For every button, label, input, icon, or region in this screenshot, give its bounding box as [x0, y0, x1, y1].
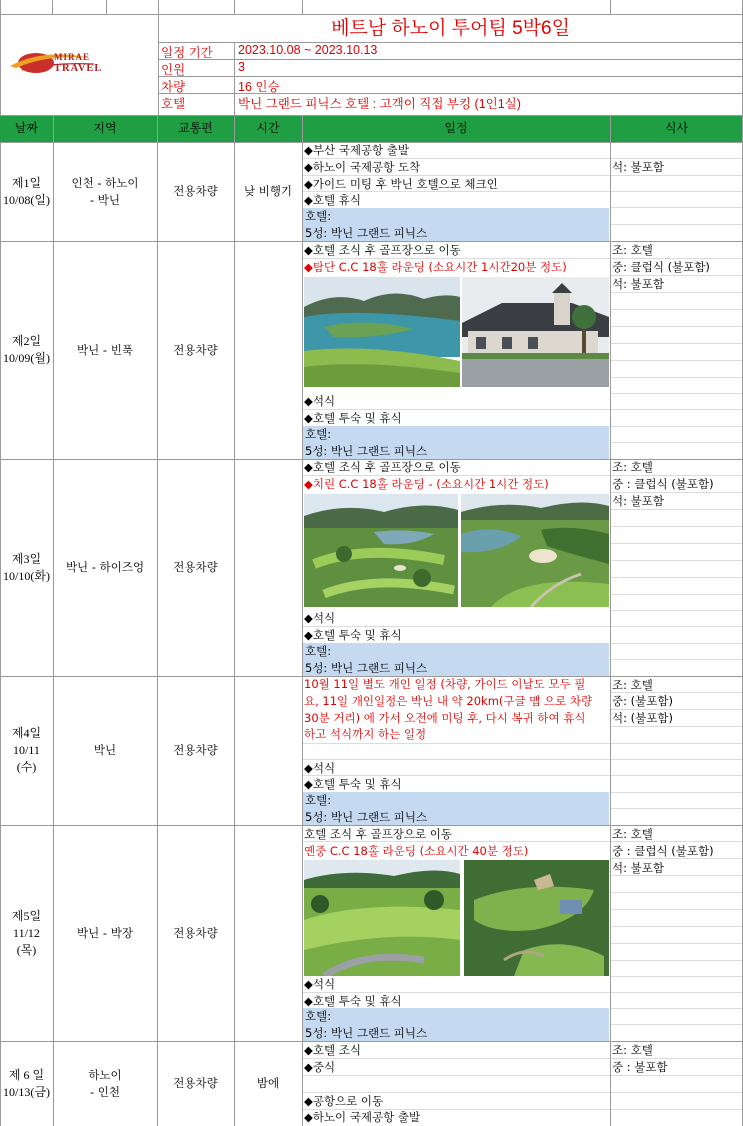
header-top-rule [0, 0, 743, 15]
day5-meal-3: 석: 불포함 [612, 861, 664, 875]
day1-date: 제1일 10/08(일) [3, 175, 50, 207]
logo-text-mirae: MIRAE [54, 52, 90, 62]
day5-line-4: ◆호텔 투숙 및 휴식 [304, 994, 402, 1008]
chilinh-aerial-photo [304, 494, 458, 607]
day4-region: 박닌 [93, 743, 117, 757]
day6-date: 제 6 일 10/13(금) [3, 1067, 50, 1099]
day2-line-1: ◆호텔 조식 후 골프장으로 이동 [304, 243, 461, 257]
day3-transport: 전용차량 [173, 560, 218, 574]
day2-hotel-box: 호텔: 5성: 박닌 그랜드 피닉스 [303, 426, 609, 459]
day3-meal-2: 중 : 클럽식 (불포함) [612, 477, 714, 491]
yendung-aerial-photo [464, 860, 609, 976]
day1-meal-1: 석: 불포함 [612, 160, 664, 174]
day3-meal-1: 조: 호텔 [612, 460, 653, 474]
day6-line-4: ◆공항으로 이동 [304, 1094, 384, 1108]
day2-line-3: ◆석식 [304, 394, 336, 408]
day3-date: 제3일 10/10(화) [3, 551, 50, 583]
day2-line-4: ◆호텔 투숙 및 휴식 [304, 411, 402, 425]
day4-notice-1: 10월 11일 별도 개인 일정 (차량, 가이드 이날도 모두 필 [304, 677, 586, 691]
day4-notice-4: 하고 석식까지 하는 일정 [304, 727, 427, 741]
col-header-itinerary: 일정 [302, 115, 610, 142]
day6-line-1: ◆호텔 조식 [304, 1043, 361, 1057]
col-header-time: 시간 [234, 115, 302, 142]
info-value-period: 2023.10.08 ~ 2023.10.13 [238, 43, 378, 57]
day4-notice-2: 요, 11일 개인일정은 박닌 내 약 20km(구글 맵 으로 차량 [304, 694, 593, 708]
day5-hotel-box: 호텔: 5성: 박닌 그랜드 피닉스 [303, 1008, 609, 1041]
info-value-vehicle: 16 인승 [238, 80, 280, 94]
day1-line-3: ◆가이드 미팅 후 박닌 호텔으로 체크인 [304, 177, 498, 191]
day1-time: 낮 비행기 [243, 184, 293, 198]
day3-line-1: ◆호텔 조식 후 골프장으로 이동 [304, 460, 461, 474]
day2-transport: 전용차량 [173, 342, 218, 357]
day3-line-2: ◆치린 C.C 18홀 라운딩 - (소요시간 1시간 정도) [304, 477, 549, 491]
day3-line-3: ◆석식 [304, 611, 336, 625]
day5-line-1: 호텔 조식 후 골프장으로 이동 [304, 827, 452, 841]
day2-meal-2: 중: 클럽식 (불포함) [612, 260, 710, 274]
day3-region: 박닌 - 하이즈엉 [65, 560, 145, 574]
info-value-people: 3 [238, 60, 245, 74]
day4-notice-3: 30분 거리) 에 가서 오전에 미팅 후, 다시 복귀 하여 휴식 [304, 711, 586, 725]
tamdao-clubhouse-photo [462, 277, 609, 387]
day1-line-2: ◆하노이 국제공항 도착 [304, 160, 421, 174]
day6-region: 하노이 - 인천 [88, 1067, 122, 1099]
col-header-meal: 식사 [610, 115, 743, 142]
day3-hotel-box: 호텔: 5성: 박닌 그랜드 피닉스 [303, 643, 609, 676]
info-label-period: 일정 기간 [161, 46, 213, 60]
day5-transport: 전용차량 [173, 925, 218, 940]
yendung-fairway-photo [304, 860, 460, 976]
company-logo [4, 44, 154, 84]
day2-region: 박닌 - 빈푹 [77, 342, 133, 357]
day4-hotel-box: 호텔: 5성: 박닌 그랜드 피닉스 [303, 792, 609, 825]
info-label-hotel: 호텔 [161, 97, 186, 111]
day1-transport: 전용차량 [173, 184, 218, 198]
day5-line-3: ◆석식 [304, 977, 336, 991]
day2-date: 제2일 10/09(월) [3, 334, 50, 365]
day6-meal-2: 중 : 불포함 [612, 1060, 668, 1074]
day5-region: 박닌 - 박장 [77, 925, 133, 940]
tamdao-lake-photo [304, 277, 460, 387]
day1-line-1: ◆부산 국제공항 출발 [304, 143, 410, 157]
day3-meal-3: 석: 불포함 [612, 494, 664, 508]
day6-line-5: ◆하노이 국제공항 출발 [304, 1110, 421, 1124]
day2-meal-3: 석: 불포함 [612, 277, 664, 291]
day5-date: 제5일 11/12 (목) [11, 908, 42, 957]
day2-line-2: ◆탐단 C.C 18홀 라운딩 (소요시간 1시간20분 정도) [304, 260, 567, 274]
day5-line-2: 옌중 C.C 18홀 라운딩 (소요시간 40분 정도) [304, 844, 529, 858]
logo-text-travel: TRAVEL [54, 63, 103, 74]
day4-transport: 전용차량 [173, 743, 218, 757]
page-title: 베트남 하노이 투어팀 5박6일 [331, 18, 570, 39]
day4-line-1: ◆석식 [304, 761, 336, 775]
day4-meal-3: 석: (불포함) [612, 711, 673, 725]
day4-meal-2: 중: (불포함) [612, 694, 673, 708]
day2-meal-1: 조: 호텔 [612, 243, 653, 257]
day6-time: 밤에 [256, 1076, 280, 1090]
day6-line-2: ◆중식 [304, 1060, 336, 1074]
day1-hotel-box: 호텔: 5성: 박닌 그랜드 피닉스 [303, 208, 609, 241]
col-header-region: 지역 [53, 115, 157, 142]
info-value-hotel: 박닌 그랜드 피닉스 호텔 : 고객이 직접 부킹 (1인1실) [238, 97, 521, 111]
day6-transport: 전용차량 [173, 1076, 218, 1090]
info-label-vehicle: 차량 [161, 80, 186, 94]
col-header-transport: 교통편 [157, 115, 234, 142]
day4-meal-1: 조: 호텔 [612, 678, 653, 692]
info-label-people: 인원 [161, 63, 186, 77]
day4-date: 제4일 10/11 (수) [11, 726, 42, 774]
day3-line-4: ◆호텔 투숙 및 휴식 [304, 628, 402, 642]
chilinh-lake-photo [461, 494, 609, 607]
day6-meal-1: 조: 호텔 [612, 1043, 653, 1057]
col-header-date: 날짜 [0, 115, 53, 142]
day1-region: 인천 - 하노이 - 박닌 [71, 175, 139, 207]
day4-line-2: ◆호텔 투숙 및 휴식 [304, 777, 402, 791]
day5-meal-2: 중 : 클럽식 (불포함) [612, 844, 714, 858]
day5-meal-1: 조: 호텔 [612, 827, 653, 841]
day1-line-4: ◆호텔 휴식 [304, 193, 361, 207]
